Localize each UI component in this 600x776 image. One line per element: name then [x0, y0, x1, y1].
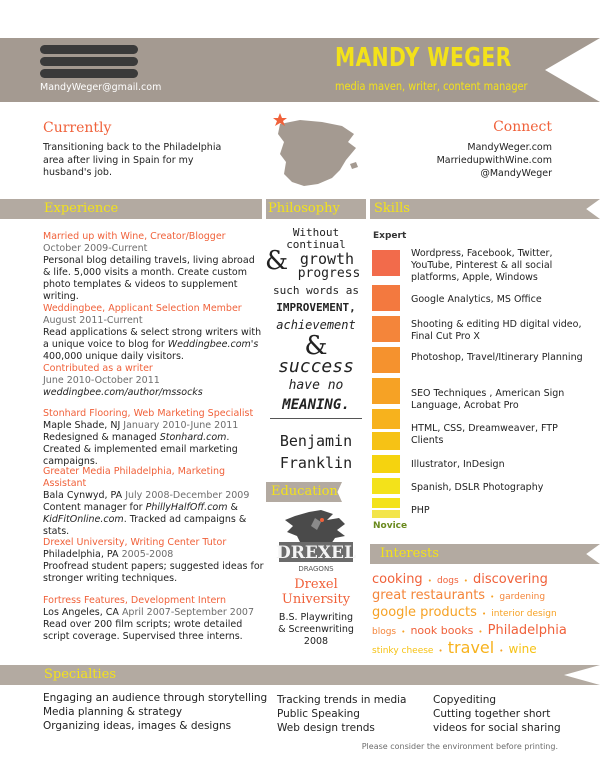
skill-item: Google Analytics, MS Office — [411, 294, 542, 305]
specialty-item: Tracking trends in media — [277, 694, 407, 706]
experience-dates: October 2009-Current — [43, 243, 148, 254]
skill-item: Wordpress, Facebook, Twitter, YouTube, Pinterest & all social platforms, Apple, Windows — [411, 248, 553, 283]
quote-ampersand: & — [304, 331, 328, 361]
experience-desc: Personal blog detailing travels, living abroad & life. 5,000 visits a month. Create custom photo templates & videos to supplement writing. — [43, 255, 255, 302]
interests-line: great restaurants • gardening — [372, 588, 546, 603]
experience-entry — [43, 303, 265, 399]
experience-place: Philadelphia, PA 2005-2008 — [43, 549, 174, 560]
experience-role: Greater Media Philadelphia, Marketing Assistant — [43, 466, 226, 489]
school-name: Drexel University — [281, 577, 351, 607]
experience-role: Fortress Features, Development Intern — [43, 595, 227, 606]
interest-tag: cooking — [372, 572, 423, 587]
specialty-item: Cutting together short — [433, 708, 551, 720]
skill-item: Spanish, DSLR Photography — [411, 482, 544, 493]
skill-item: SEO Techniques , American Sign Language, Acrobat Pro — [411, 388, 565, 411]
interest-tag: wine — [508, 642, 537, 656]
experience-dates: June 2010-October 2011 — [43, 375, 160, 386]
skill-level-expert: Expert — [373, 231, 407, 241]
header-email[interactable]: MandyWeger@gmail.com — [40, 82, 162, 93]
interests-line: stinky cheese • travel • wine — [372, 638, 537, 657]
interest-tag: travel — [447, 638, 495, 657]
quote-divider — [270, 418, 362, 419]
specialty-item: videos for social sharing — [433, 722, 561, 734]
quote-line: continual — [286, 238, 346, 251]
experience-entry — [43, 466, 265, 538]
specialty-item: Organizing ideas, images & designs — [43, 720, 232, 732]
skill-level-square — [372, 378, 400, 404]
experience-desc: Content manager for PhillyHalfOff.com & KidFitOnline.com. Tracked ad campaigns & stats. — [43, 502, 247, 537]
philosophy-heading: Philosophy — [268, 201, 340, 216]
interest-tag: great restaurants — [372, 588, 486, 603]
degree: B.S. Playwriting & Screenwriting 2008 — [278, 612, 354, 647]
interest-tag: gardening — [499, 592, 546, 602]
experience-role: Weddingbee, Applicant Selection Member — [43, 303, 242, 314]
quote-author: Franklin — [279, 454, 353, 472]
quote-line: Without — [292, 226, 340, 239]
experience-desc: Read over 200 film scripts; wrote detailed script coverage. Supervised three interns. — [43, 619, 243, 642]
resume-tagline: media maven, writer, content manager — [335, 79, 528, 93]
quote-line: progress — [297, 266, 361, 281]
education-heading: Education — [271, 484, 338, 499]
experience-place: Maple Shade, NJ January 2010-June 2011 — [43, 420, 239, 431]
spain-map-icon — [270, 112, 362, 194]
experience-heading: Experience — [44, 201, 119, 216]
quote-line: IMPROVEMENT, — [276, 301, 356, 314]
currently-heading: Currently — [43, 120, 112, 136]
experience-entry — [43, 408, 265, 468]
quote-line: success — [278, 356, 354, 377]
experience-place: Los Angeles, CA April 2007-September 2007 — [43, 607, 254, 618]
experience-link[interactable]: weddingbee.com/author/mssocks — [43, 387, 203, 398]
quote-author: Benjamin — [279, 432, 353, 450]
skill-item: Shooting & editing HD digital video, Final Cut Pro X — [411, 319, 582, 342]
skill-level-square — [372, 432, 400, 450]
skill-level-square — [372, 250, 400, 276]
interests-line: blogs • nook books • Philadelphia — [372, 623, 567, 638]
footer-note: Please consider the environment before printing. — [361, 742, 558, 751]
skill-level-novice: Novice — [373, 521, 408, 531]
connect-website[interactable]: MandyWeger.com — [467, 142, 552, 153]
skill-level-square — [372, 285, 400, 311]
quote-ampersand: & — [265, 246, 289, 276]
interest-tag: Philadelphia — [487, 623, 567, 638]
quote-line: MEANING. — [282, 397, 350, 413]
interest-tag: blogs — [372, 627, 397, 637]
interest-tag: stinky cheese — [372, 646, 434, 656]
redaction-bar — [40, 57, 138, 66]
logo-text: DREXEL — [276, 543, 356, 563]
interest-tag: dogs — [437, 576, 459, 586]
connect-heading: Connect — [493, 119, 552, 135]
skill-level-square — [372, 510, 400, 518]
skills-heading: Skills — [374, 201, 410, 216]
interest-tag: google products — [372, 605, 477, 620]
currently-text: Transitioning back to the Philadelphia area after living in Spain for my husband's job. — [43, 142, 222, 178]
skill-level-square — [372, 409, 400, 429]
skill-level-square — [372, 347, 400, 373]
quote-line: have no — [288, 378, 344, 393]
connect-twitter[interactable]: @MandyWeger — [480, 168, 552, 179]
skill-level-square — [372, 455, 400, 473]
specialty-item: Media planning & strategy — [43, 706, 183, 718]
skill-level-square — [372, 316, 400, 342]
specialties-column — [433, 693, 561, 735]
skill-item: HTML, CSS, Dreamweaver, FTP Clients — [411, 423, 558, 446]
skill-level-square — [372, 498, 400, 508]
specialty-item: Web design trends — [277, 722, 375, 734]
specialties-column — [43, 691, 267, 733]
interest-tag: nook books — [410, 624, 474, 637]
interests-line: cooking • dogs • discovering — [372, 572, 548, 587]
redaction-bar — [40, 45, 138, 54]
experience-desc: Read applications & select strong writers with a unique voice to blog for Weddingbee.com's 400,000 unique daily visitors. — [43, 327, 262, 362]
skill-item: PHP — [411, 505, 430, 516]
interests-heading: Interests — [380, 546, 439, 561]
quote-line: such words as — [272, 284, 360, 297]
experience-entry — [43, 537, 265, 585]
experience-entry — [43, 231, 265, 303]
quote-line: achievement — [276, 318, 356, 332]
experience-desc: Redesigned & managed Stonhard.com. Created & implemented email marketing campaigns. — [43, 432, 238, 467]
interest-tag: discovering — [472, 572, 548, 587]
experience-place: Bala Cynwyd, PA July 2008-December 2009 — [43, 490, 250, 501]
resume-name: MANDY WEGER — [335, 43, 512, 73]
interests-line: google products • interior design — [372, 605, 557, 620]
skill-item: Illustrator, InDesign — [411, 459, 505, 470]
experience-entry — [43, 595, 265, 643]
experience-role: Married up with Wine, Creator/Blogger — [43, 231, 226, 242]
specialty-item: Copyediting — [433, 694, 497, 706]
experience-desc: Proofread student papers; suggested ideas for stronger writing techniques. — [43, 561, 264, 584]
experience-role: Contributed as a writer — [43, 363, 153, 374]
specialty-item: Engaging an audience through storytelling — [43, 692, 268, 704]
redaction-bar — [40, 69, 138, 78]
quote-line: growth — [299, 250, 355, 268]
specialty-item: Public Speaking — [277, 708, 360, 720]
experience-role: Stonhard Flooring, Web Marketing Specialist — [43, 408, 254, 419]
specialties-heading: Specialties — [44, 667, 117, 682]
connect-blog[interactable]: MarriedupwithWine.com — [436, 155, 552, 166]
drexel-dragon-logo-icon — [275, 508, 357, 574]
skill-item: Photoshop, Travel/Itinerary Planning — [411, 352, 583, 363]
experience-role: Drexel University, Writing Center Tutor — [43, 537, 227, 548]
experience-dates: August 2011-Current — [43, 315, 143, 326]
specialties-column — [277, 693, 406, 735]
logo-subtext: DRAGONS — [298, 565, 334, 573]
experience-bar — [0, 199, 262, 219]
skill-level-square — [372, 478, 400, 494]
interest-tag: interior design — [491, 609, 557, 619]
